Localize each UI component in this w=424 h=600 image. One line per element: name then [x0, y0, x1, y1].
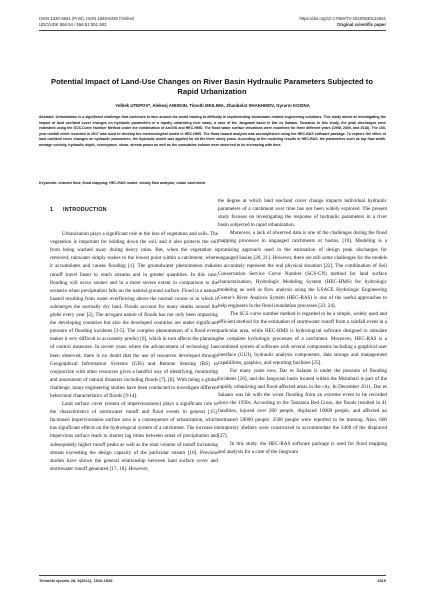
paragraph: In this study, the HEC-RAS software package is used for flood mapping and analysis for a case of the Jangwani: [218, 440, 387, 455]
keywords-text: channel flow; flood mapping; HEC-RAS model; steady flow analysis; urban catchment: [58, 181, 206, 185]
section-heading: [50, 206, 218, 214]
section-title: INTRODUCTION: [63, 207, 107, 213]
page-number: 1519: [377, 578, 386, 583]
paper-type-label: Original scientific paper: [337, 21, 386, 27]
section-number: 1: [50, 207, 54, 213]
author-list: Yelbek UTEPOV*, Aleksej ANISKIN, Timoth MKILIMA, Zhanbolat SHAKHMOV, Gyrarm KOZINA: [115, 103, 310, 108]
footer-rule: [39, 575, 386, 576]
paragraph: the degree at which land use/land cover change impacts individual hydraulic parameters of a catchment over time has not been widely explored. The present study focuses on investigating the response of hydraulic parameters in a river basin subjected to rapid urbanization.: [218, 198, 387, 229]
header-rule: [39, 30, 386, 31]
doi-link[interactable]: https://doi.org/10.17559/TV-20200830124661: [299, 16, 386, 21]
doi-header: [300, 16, 387, 27]
abstract-text: Urbanization is a significant challenge that continues to face around the world leading to difficulty in implementing stormwater-related engineering solutions. This study aimed at investigating the impact of land use/land cover changes on hydraulic parameters of a rapidly urbanizing river basin, a case of the Jangwani basin in Dar es Salaam, Tanzania. In this study, the peak discharges were estimated using the SCS-Curve Number Method under the combination of ArcGIS and HEC-HMS. The flood water surface elevations were examined for three different years (1998, 2009, and 2018). The 100-year rainfall event recorded in 2017 was used to develop the meteorological model in HEC-HMS. The flood hazard analysis was accomplished using the HEC-RAS software package. To explore the effect of land use/land cover changes on hydraulic parameters, the hydraulic model was applied for all the three study years. According to the modeling results in HEC-RAS, the parameters such as top flow width, average velocity, hydraulic depth, conveyance, shear, stream power as well as the cumulative volume were observed to be increasing with time.: [39, 115, 386, 147]
left-column: [50, 197, 218, 473]
right-column: [218, 197, 387, 456]
paragraph: For many years now, Dar es Salaam is under the pressure of flooding incidents [26], and the Jangwani basin located within the Msimbazi is part of the rapidly urbanizing and flood-affected areas in the city. In December 2011, Dar es Salaam was hit with the worst flooding from an extreme event to be recorded since the 1950s. According to the Tanzania Red Cross, the floods resulted in 41 fatalities, injured over 200 people, displaced 10000 people, and affected an estimated 50000 people. 2500 people were reported to be missing. Also, 600 temporary shelters were constructed to accommodate the 3400 of the displaced [27].: [218, 367, 387, 439]
abstract-block: [39, 115, 386, 148]
paragraph: Land surface cover (extent of imperviousness) plays a significant role in the characteristics of stormwater runoff and flood events in general [15]. Increased imperviousness surface area is a consequence of urbanization, which has significant effects on the hydrological system of a catchment. The increase in impervious surface leads to shorter lag times between onset of precipitation and subsequently higher runoff peaks as well as the total volume of runoff increasing stream exceeding the design capacity of the particular stream [16]. Previous studies have shown the general relationship between land surface cover and stormwater runoff generated [17, 18]. However,: [50, 401, 218, 472]
paper-title: Potential Impact of Land-Use Changes on River Basin Hydraulic Parameters Subjected to Rapid Urbanization: [51, 77, 373, 96]
keywords-block: [39, 181, 386, 186]
abstract-label: Abstract:: [39, 115, 55, 119]
journal-citation: Tehnički vjesnik 28, 5(2021), 1519-1525: [39, 578, 113, 583]
paragraph: The SCS curve number method is regarded to be a simple, widely used and efficient method for the estimation of stormwater runoff from a rainfall event in a particular area, while HEC-HMS is hydrological software designed to simulate the complete hydrologic processes of a catchment. Moreover, HEC-RAS is a combined system of software with several components including a graphical user interface (GUI), hydraulic analysis components, data storage and management capabilities, graphics, and reporting facilities [25].: [218, 311, 387, 366]
paragraph: Urbanization plays a significant role in the loss of vegetation and soils. The vegetation is important for holding down the soil, and it also protects the soil from being washed away during heavy rains. But, when the vegetation is removed, rainwater simply rushes to the lowest point within a catchment, where it accumulates and causes flooding [1]. The groundwater phenomenon makes runoff travel faster to reach streams and in greater quantities. In this case, flooding will occur sooner and in a more severe extent in comparison to the scenario when precipitation falls on the natural ground surface. Flood is a natural hazard resulting from water overflowing above the normal course or in which it submerges the normally dry land. Floods account for many deaths around the globe every year [2]. The arrogant nature of floods has not only been impacting the developing countries but also the developed countries are under significant pressure of flooding incidents [3-5]. The complex phenomenon of a flood event makes it very difficult to accurately predict [6], which in turn affects the planning of control measures. In recent years where the advancement of technology has been observed, there is no doubt that the use of resources developed through Geographical Information Systems (GIS) and Remote Sensing (RS) in conjunction with other resources gives a handful way of identifying, monitoring and assessment of natural disasters including floods [7], [8]. With being a global challenge, many engineering studies have been conducted to investigate different behavioral characteristics of floods [9-14].: [50, 231, 218, 399]
paragraph: Moreover, a lack of observed data is one of the challenges during the flood mapping processes in ungauged catchments or basins, [19]. Modeling is a promising approach used in the estimation of design peak discharges for ungauged basins [20, 21]. However, there are still some challenges for the models to accurately represent the real physical situation [22]. The combination of Soil Conservation Service Curve Number (SCS-CN) method for land surface characterization, Hydrologic Modeling System (HEC-HMS) for hydrologic modeling as well as flow analysis using the USACE Hydrologic Engineering Center's River Analysis System (HEC-RAS) is one of the useful approaches to help engineers in the flood inundation processes [23, 24].: [218, 230, 387, 310]
udc-text: UDC/UDK 556.54 / 556.51:551.583: [39, 21, 107, 27]
issn-text: ISSN 1330-3651 (Print), ISSN 1848-6339 (Online): [39, 16, 135, 21]
issn-header: [39, 16, 134, 27]
keywords-label: Keywords:: [39, 181, 58, 185]
